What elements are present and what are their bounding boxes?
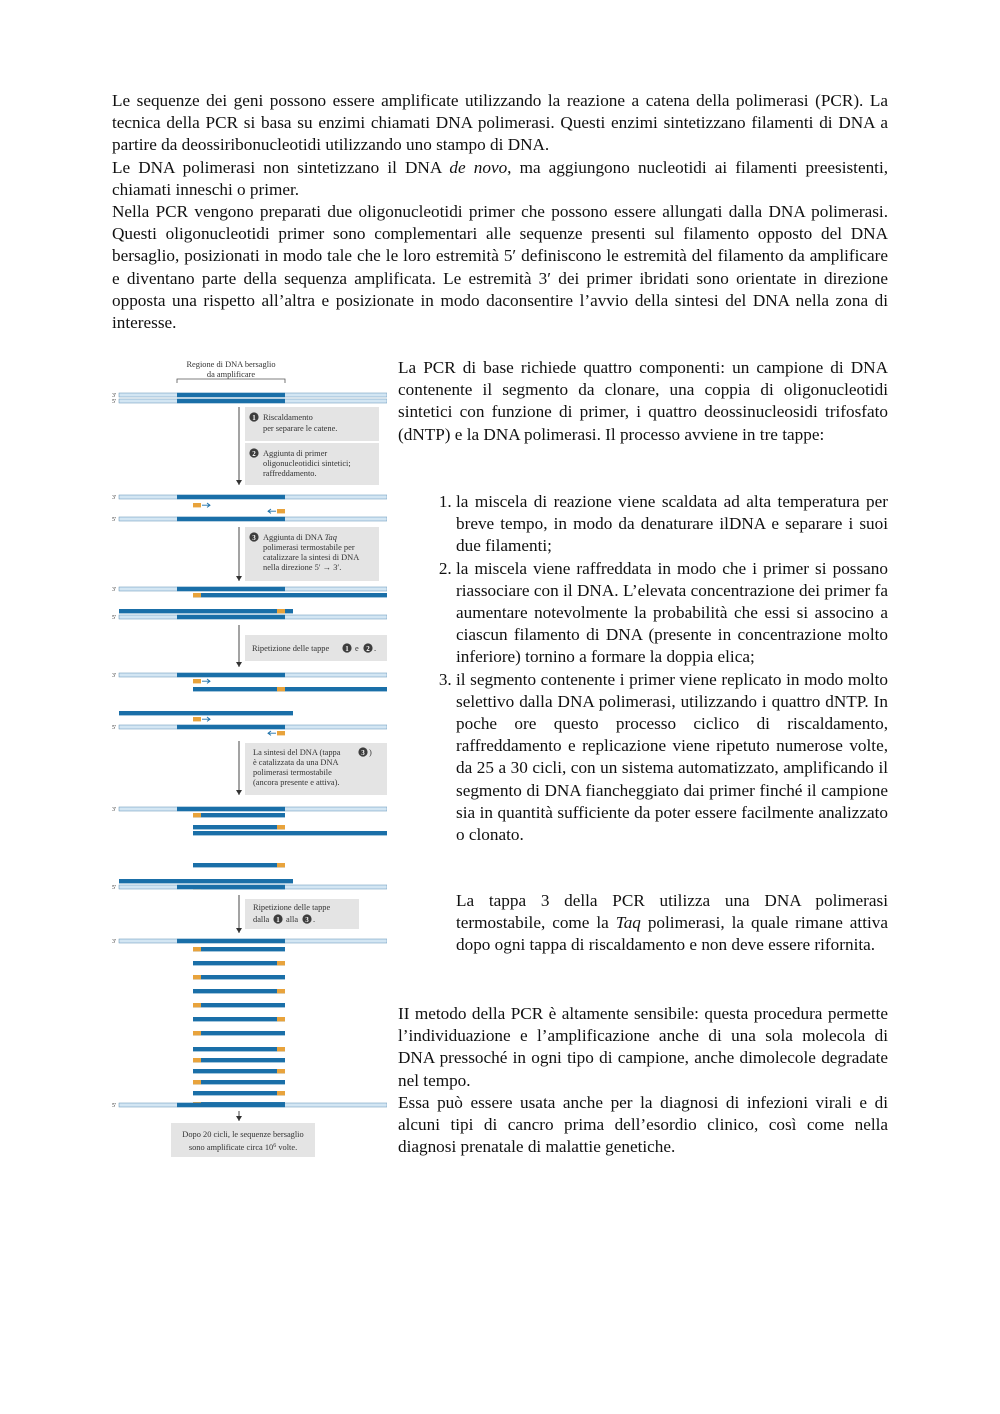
pcr-step-2: 2. la miscela viene raffreddata in modo che i primer si possano riassociare con il DNA. L’elevata concentrazione dei primer fa aumentare notevolmente la probabilità che essi si associno a ciascun filamento di DNA (presente in concentrazione molto inferiore) tornino a formare la doppia elica; — [456, 558, 888, 669]
right-intro-paragraph: La PCR di base richiede quattro componenti: un campione di DNA contenente il segmento da clonare, una coppia di oligonucleotidi sintetici con funzione di primer, i quattro deossinucleosidi trifosfato (dNTP) e la DNA polimerasi. Il processo avviene in tre tappe: — [398, 358, 888, 444]
product-strand — [193, 863, 285, 867]
repeat12-line — [252, 644, 329, 653]
strand-end-label: 5′ — [112, 399, 117, 405]
flow-arrows — [236, 407, 242, 1121]
flow-arrow-5-head — [236, 928, 242, 933]
strand-end-label: 3′ — [112, 939, 117, 945]
target-region — [177, 1103, 285, 1107]
strand-end-label: 3′ — [112, 393, 117, 399]
repeat13-from: dalla — [253, 915, 270, 924]
product-strand — [193, 1017, 285, 1021]
target-region — [177, 517, 285, 521]
step2-number: 2 — [252, 450, 256, 458]
strand-end-label: 5′ — [112, 517, 117, 523]
extension-arrow — [202, 679, 210, 683]
final-line2 — [189, 1143, 297, 1152]
strand-end-label: 3′ — [112, 587, 117, 593]
pcr-figure — [111, 355, 387, 1161]
product-strand — [193, 989, 285, 993]
flow-arrow-2-head — [236, 576, 242, 581]
primer-block — [277, 1069, 285, 1073]
primer-block — [277, 687, 285, 691]
region-label-2: da amplificare — [206, 370, 256, 379]
region-bracket — [177, 379, 285, 383]
flow-arrow-4-head — [236, 790, 242, 795]
product-strand — [193, 1058, 285, 1062]
sensitivity-paragraph: II metodo della PCR è altamente sensibile: questa procedura permette l’individuazione e l’amplificazione anche di una sola molecola di DNA pressoché in ogni tipo di campione, anche dimolecole degradate nel tempo. — [398, 1004, 888, 1090]
primer-block — [277, 961, 285, 965]
synth-close: ) — [369, 748, 372, 757]
target-region — [177, 725, 285, 729]
repeat12-num2: 2 — [366, 645, 370, 653]
repeat13-num1: 1 — [276, 916, 280, 924]
primer-block — [193, 947, 201, 951]
new-strand — [119, 711, 293, 715]
intro-p1b-text: Le DNA polimerasi non sintetizzano il DNA — [112, 157, 450, 177]
taq-italic: Taq — [324, 533, 337, 542]
repeat13-num2: 3 — [305, 916, 309, 924]
product-strand — [193, 813, 285, 817]
target-region — [177, 807, 285, 811]
primer-block — [193, 1003, 201, 1007]
step2-line1: Aggiunta di primer — [263, 449, 328, 458]
diagnosis-paragraph: Essa può essere usata anche per la diagnosi di infezioni virali e di alcuni tipi di cancro prima dell’esordio clinico, così come nella diagnosi prenatale di malattie genetiche. — [398, 1093, 888, 1157]
primer-block — [277, 609, 285, 613]
intro-paragraph-1 — [112, 90, 888, 201]
primer-block — [277, 989, 285, 993]
primer-block — [193, 717, 201, 721]
primer-block — [277, 1091, 285, 1095]
primer-block — [277, 1017, 285, 1021]
primer-block — [277, 509, 285, 513]
step1-number: 1 — [252, 414, 256, 422]
de-novo-italic: de novo — [449, 157, 508, 177]
step2-line2: oligonucleotidici sintetici; — [263, 459, 351, 468]
primer-block — [193, 679, 201, 683]
strand-end-label: 5′ — [112, 725, 117, 731]
step3-line3: catalizzare la sintesi di DNA — [263, 553, 360, 562]
repeat12-text: Ripetizione delle tappe — [252, 644, 330, 653]
synth-line2: è catalizzata da una DNA — [253, 758, 339, 767]
product-strand — [193, 825, 285, 829]
synth-line1: La sintesi del DNA (tappa — [253, 748, 341, 757]
final-line1: Dopo 20 cicli, le sequenze bersaglio — [182, 1130, 304, 1139]
primer-block — [193, 1080, 201, 1084]
taq-note-paragraph — [456, 890, 888, 957]
taq-note-italic: Taq — [615, 913, 641, 933]
product-strand — [193, 975, 285, 979]
new-strand — [193, 593, 387, 597]
final-line2-rest: volte. — [276, 1143, 298, 1152]
final-line2-text: sono amplificate circa 10 — [188, 1143, 274, 1152]
extension-arrow — [268, 731, 276, 735]
product-strand — [193, 947, 285, 951]
product-strand — [193, 1091, 285, 1095]
new-strand — [193, 687, 387, 691]
primer-block — [193, 503, 201, 507]
extension-arrow — [202, 503, 210, 507]
flow-arrow-1-head — [236, 480, 242, 485]
primer-block — [277, 731, 285, 735]
primer-block — [193, 1058, 201, 1062]
extension-arrow — [202, 717, 210, 721]
target-region — [177, 885, 285, 889]
step1-line2: per separare le catene. — [263, 424, 338, 433]
primer-block — [193, 1031, 201, 1035]
intro-paragraph-2: Nella PCR vengono preparati due oligonucleotidi primer che possono essere allungati dalla DNA polimerasi. Questi oligonucleotidi primer sono complementari alle sequenze presenti sul filamento opposto del DNA bersaglio, posizionati in modo tale che le loro estremità 5′ definiscono le estremità del filamento da amplificare e diventano parte della sequenza amplificata. Le estremità 3′ dei primer ibridati sono orientate in direzione opposta una rispetto all’altra e posizionate in modo daconsentire l’avvio della sintesi del DNA nella zona di interesse. — [112, 202, 888, 333]
product-strand — [193, 1080, 285, 1084]
strand-end-label: 3′ — [112, 807, 117, 813]
extension-arrow — [268, 509, 276, 513]
taq-note-text: La tappa 3 della PCR utilizza una DNA polimerasi termostabile, come la — [456, 891, 888, 933]
repeat13-to: alla — [286, 915, 299, 924]
taq-note-rest: polimerasi, la quale rimane attiva dopo ogni tappa di riscaldamento e non deve essere rifornita. — [456, 913, 888, 955]
strand-end-label: 5′ — [112, 885, 117, 891]
target-region — [177, 673, 285, 677]
product-strand — [193, 1031, 285, 1035]
synth-line3: polimerasi termostabile — [253, 768, 332, 777]
product-strand — [193, 1047, 285, 1051]
step3-line4: nella direzione 5′ → 3′. — [263, 563, 342, 572]
pcr-step-1: 1. la miscela di reazione viene scaldata ad alta temperatura per breve tempo, in modo da denaturare ilDNA e separare i suoi due filamenti; — [456, 491, 888, 558]
target-region — [177, 939, 285, 943]
primer-block — [277, 863, 285, 867]
synth-number: 3 — [361, 749, 365, 757]
strand-end-label: 3′ — [112, 673, 117, 679]
step2-line3: raffreddamento. — [263, 469, 317, 478]
step3-number: 3 — [252, 534, 256, 542]
new-strand — [119, 609, 293, 613]
strand-end-label: 5′ — [112, 615, 117, 621]
new-strand — [193, 831, 387, 835]
primer-block — [193, 975, 201, 979]
new-strand — [119, 879, 293, 883]
step1-line1: Riscaldamento — [263, 413, 313, 422]
pcr-step-3: 3. il segmento contenente i primer viene replicato in modo molto selettivo dalla DNA polimerasi, utilizzando i quattro dNTP. In poche ore questo processo ciclico di riscaldamento, raffreddamento e replicazione viene ripetuto numerose volte, da 25 a 30 cicli, con un sistema automatizzato, amplificando il segmento di DNA fiancheggiato dai primer finché il campione sia in quantità sufficiente da poter essere facilmente analizzato o clonato. — [456, 669, 888, 847]
intro-p1-text: Le sequenze dei geni possono essere amplificate utilizzando la reazione a catena della polimerasi (PCR). La tecnica della PCR si basa su enzimi chiamati DNA polimerasi. Questi enzimi sintetizzano filamenti di DNA a partire da deossiribonucleotidi utilizzando uno stampo di DNA. — [112, 91, 888, 155]
primer-block — [277, 1047, 285, 1051]
product-strand — [193, 961, 285, 965]
final-sup: 6 — [273, 1143, 277, 1149]
flow-arrow-3-head — [236, 662, 242, 667]
strand-end-label: 5′ — [112, 1103, 117, 1109]
step3-line1-text: Aggiunta di DNA — [263, 533, 325, 542]
repeat12-and: e — [355, 644, 359, 653]
repeat13-line1: Ripetizione delle tappe — [253, 903, 331, 912]
synth-line4: (ancora presente e attiva). — [253, 778, 340, 787]
step3-line1 — [263, 533, 337, 542]
product-strand — [193, 1003, 285, 1007]
pcr-diagram — [111, 355, 387, 1161]
target-region — [177, 399, 285, 403]
primer-block — [193, 813, 201, 817]
primer-block — [277, 825, 285, 829]
repeat12-num1: 1 — [345, 645, 349, 653]
flow-arrow-6-head — [236, 1116, 242, 1121]
intro-p1b-rest: , ma aggiungono nucleotidi ai filamenti preesistenti, chiamati inneschi o primer. — [112, 157, 889, 199]
region-label-1: Regione di DNA bersaglio — [186, 360, 276, 369]
repeat12-dot: . — [374, 644, 377, 653]
target-region — [177, 495, 285, 499]
primer-block — [193, 593, 201, 597]
target-region — [177, 587, 285, 591]
step3-line2: polimerasi termostabile per — [263, 543, 355, 552]
product-strand — [193, 1069, 285, 1073]
strand-end-label: 3′ — [112, 495, 117, 501]
repeat13-dot: . — [313, 915, 316, 924]
target-region — [177, 393, 285, 397]
target-region — [177, 615, 285, 619]
pcr-steps-list — [398, 491, 888, 846]
